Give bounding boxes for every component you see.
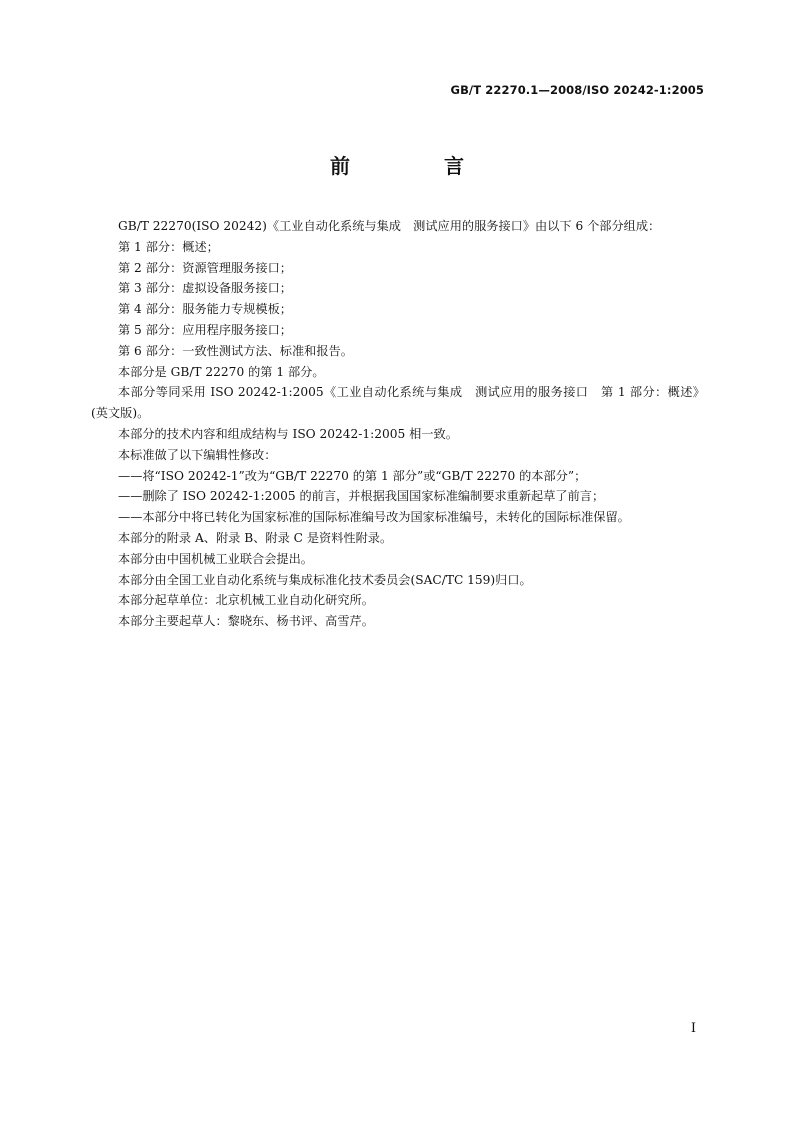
paragraph-intro: GB/T 22270(ISO 20242)《工业自动化系统与集成 测试应用的服务接口》由以下 6 个部分组成： [118, 219, 661, 233]
list-item-part-3: 第 3 部分：虚拟设备服务接口； [118, 281, 292, 296]
list-item-part-1: 第 1 部分：概述； [118, 239, 219, 254]
paragraph-drafting-unit: 本部分起草单位：北京机械工业自动化研究所。 [118, 593, 374, 608]
list-item-part-5: 第 5 部分：应用程序服务接口； [118, 322, 292, 337]
foreword-body [91, 216, 705, 632]
paragraph-annexes: 本部分的附录 A、附录 B、附录 C 是资料性附录。 [118, 530, 393, 545]
paragraph-drafters: 本部分主要起草人：黎晓东、杨书评、高雪芹。 [118, 614, 374, 629]
standard-code-header: GB/T 22270.1—2008/ISO 20242-1:2005 [450, 83, 704, 97]
list-item-part-2: 第 2 部分：资源管理服务接口； [118, 260, 292, 275]
list-item-part-6: 第 6 部分：一致性测试方法、标准和报告。 [118, 343, 353, 358]
paragraph-consistency: 本部分的技术内容和组成结构与 ISO 20242-1:2005 相一致。 [118, 426, 458, 441]
paragraph-part-statement: 本部分是 GB/T 22270 的第 1 部分。 [118, 364, 325, 379]
page-title: 前 言 [330, 154, 501, 178]
paragraph-proposer: 本部分由中国机械工业联合会提出。 [118, 551, 313, 566]
edit-item-3: ——本部分中将已转化为国家标准的国际标准编号改为国家标准编号，未转化的国际标准保留。 [118, 510, 630, 525]
edit-item-2: ——删除了 ISO 20242-1:2005 的前言，并根据我国国家标准编制要求重新起草了前言； [118, 489, 605, 504]
edit-item-1: ——将“ISO 20242-1”改为“GB/T 22270 的第 1 部分”或“GB/T 22270 的本部分”； [118, 468, 587, 483]
paragraph-committee: 本部分由全国工业自动化系统与集成标准化技术委员会(SAC/TC 159)归口。 [118, 572, 532, 587]
page-number: I [690, 1021, 696, 1036]
paragraph-adoption: 本部分等同采用 ISO 20242-1:2005《工业自动化系统与集成 测试应用的服务接口 第 1 部分：概述》(英文版)。 [91, 385, 705, 421]
paragraph-edits-intro: 本标准做了以下编辑性修改： [118, 447, 277, 462]
list-item-part-4: 第 4 部分：服务能力专规模板； [118, 302, 292, 317]
